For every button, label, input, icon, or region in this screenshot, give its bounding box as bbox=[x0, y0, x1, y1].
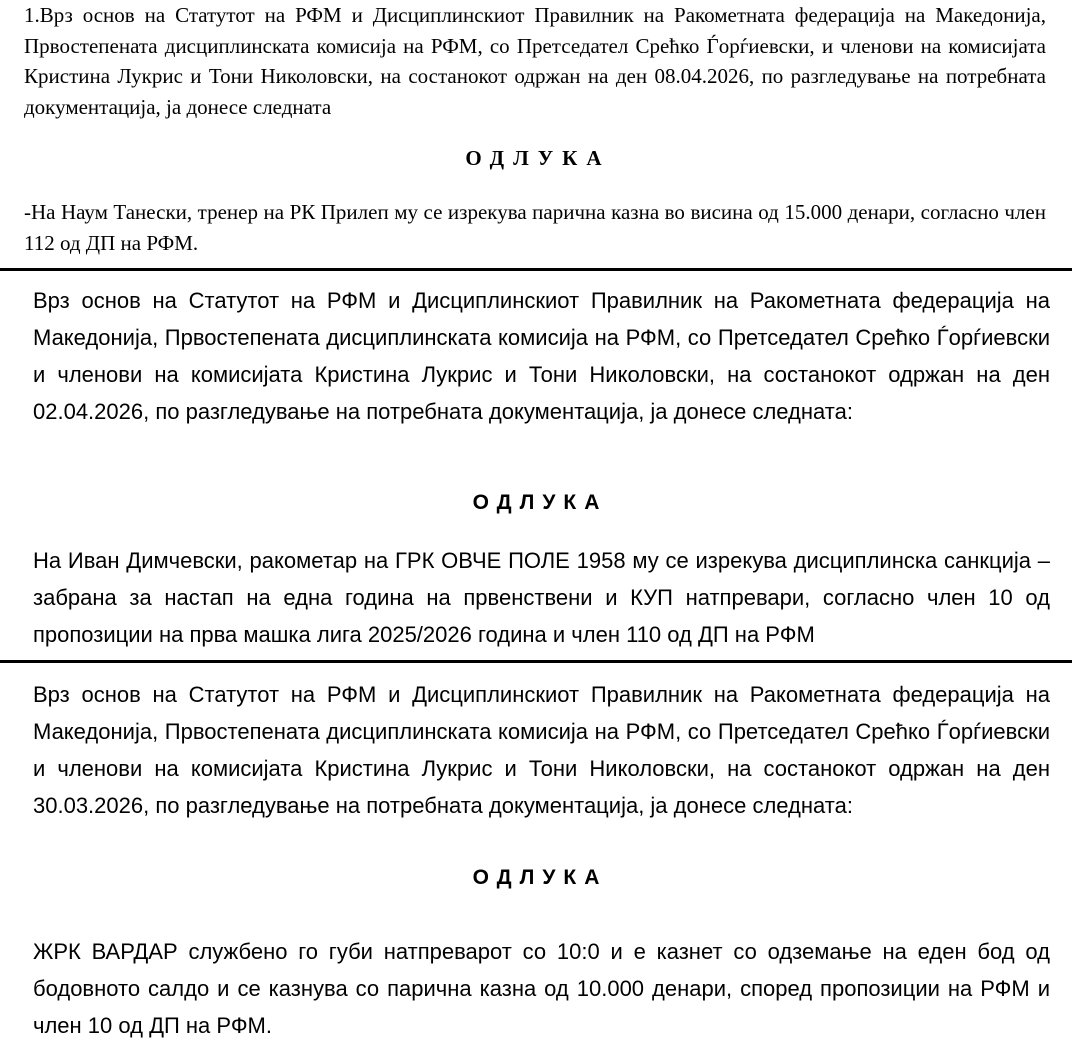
decision-preamble: Врз основ на Статутот на РФМ и Дисциплинскиот Правилник на Ракометната федерација на Македонија, Првостепената дисциплинската комисија на РФМ, со Претседател Срећко Ѓорѓиевски и членови на комисијата Кристина Лукрис и Тони Николовски, на состанокот одржан на ден 02.04.2026, по разгледување на потребната документација, ја донесе следната: bbox=[33, 288, 1050, 424]
decision-preamble: Врз основ на Статутот на РФМ и Дисциплинскиот Правилник на Ракометната федерација на Македонија, Првостепената дисциплинската комисија на РФМ, со Претседател Срећко Ѓорѓиевски и членови на комисијата Кристина Лукрис и Тони Николовски, на состанокот одржан на ден 30.03.2026, по разгледување на потребната документација, ја донесе следната: bbox=[33, 682, 1050, 818]
decision-ruling: ЖРК ВАРДАР службено го губи натпреварот со 10:0 и е казнет со одземање на еден бод од бодовното салдо и се казнува со парична казна од 10.000 денари, според пропозиции на РФМ и член 10 од ДП на РФМ. bbox=[33, 939, 1050, 1038]
decision-section-3 bbox=[0, 665, 1072, 1054]
decision-preamble: 1.Врз основ на Статутот на РФМ и Дисциплинскиот Правилник на Ракометната федерација на Македонија, Првостепената дисциплинската комисија на РФМ, со Претседател Срећко Ѓорѓиевски, и членови на комисијата Кристина Лукрис и Тони Николовски, на состанокот одржан на ден 08.04.2026, по разгледување на потребната документација, ја донесе следната bbox=[24, 3, 1046, 119]
section-divider bbox=[0, 268, 1072, 271]
decision-ruling: На Иван Димчевски, ракометар на ГРК ОВЧЕ ПОЛЕ 1958 му се изрекува дисциплинска санкција – забрана за настап на една година на првенствени и КУП натпревари, согласно член 10 од пропозиции на прва машка лига 2025/2026 година и член 110 од ДП на РФМ bbox=[33, 548, 1050, 647]
decision-ruling: -На Наум Танески, тренер на РК Прилеп му се изрекува парична казна во висина од 15.000 денари, согласно член 112 од ДП на РФМ. bbox=[24, 200, 1046, 255]
section-divider bbox=[0, 660, 1072, 663]
decision-heading: ОДЛУКА bbox=[465, 146, 611, 170]
decision-section-1 bbox=[0, 0, 1072, 266]
decision-heading: ОДЛУКА bbox=[472, 491, 608, 514]
decision-section-2 bbox=[0, 276, 1072, 660]
decision-heading: ОДЛУКА bbox=[472, 866, 608, 889]
